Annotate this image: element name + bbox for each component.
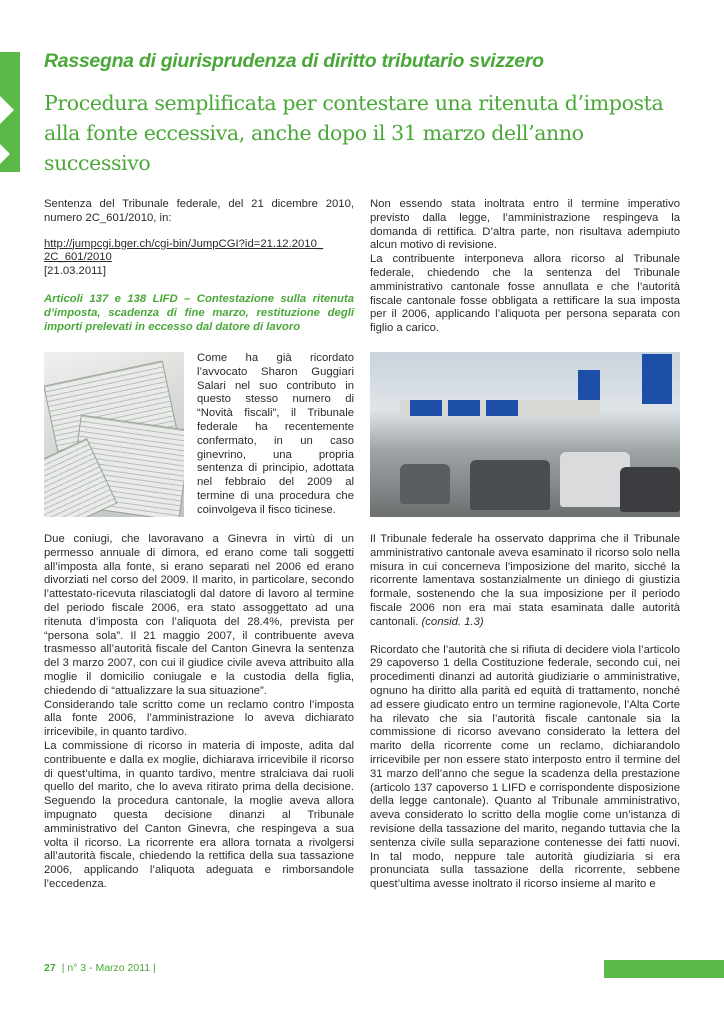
intro-wrap-paragraph: Come ha già ricordato l’avvocato Sharon Guggiari Salari nel suo contributo in questo stesso numero di “Novità fiscali”, il Tribunale federale ha recentemente confermato, in un caso ginevrino, una propria sentenza di principio, adottata nel febbraio del 2009 al termine di una procedura che coinvolgeva il fisco ticinese. bbox=[197, 352, 354, 516]
consid-reference: (consid. 1.3) bbox=[421, 615, 484, 628]
title-line-2: alla fonte eccessiva, anche dopo il 31 marzo dell’anno successivo bbox=[44, 121, 584, 175]
right-column-body bbox=[370, 533, 680, 892]
tax-forms-photo bbox=[44, 352, 184, 517]
page-number: 27 bbox=[44, 962, 56, 974]
right-paragraph-2: La contribuente interponeva allora ricorso al Tribunale federale, chiedendo che la sentenza del Tribunale amministrativo cantonale fosse annullata e che l’autorità fiscale cantonale fosse obbligata a rettificare la sua imposta per il 2006, applicando l’aliquota per persona separata con figlio a carico. bbox=[370, 253, 680, 335]
right-paragraph-4: Ricordato che l’autorità che si rifiuta di decidere viola l’articolo 29 capoverso 1 della Costituzione federale, secondo cui, nei procedimenti dinanzi ad autorità giudiziarie o amministrative, ognuno ha diritto alla parità ed equità di trattamento, nonché ad essere giudicato entro un termine ragionevole, l’Alta Corte ha rilevato che sia l’autorità fiscale cantonale sia la commissione di ricorso avevano considerato la lettera del marito della ricorrente come un reclamo, dichiarandolo irricevibile per non essere stato interposto entro il termine del 31 marzo dell’anno che segue la scadenza della prestazione (articolo 137 capoverso 1 LIFD e corrispondente disposizione della legge cantonale). Quanto al Tribunale amministrativo, aveva considerato lo scritto della moglie come un’istanza di revisione della tassazione del marito, negando tuttavia che la sentenza civile sulla separazione contenesse dei fatti nuovi. In tal modo, neppure tale autorità giudiziaria si era pronunciata sulla tassazione della ricorrente, sebbene quest’ultima avesse inoltrato il ricorso insieme al marito e bbox=[370, 643, 680, 891]
section-kicker: Rassegna di giurisprudenza di diritto tributario svizzero bbox=[44, 50, 544, 72]
highway-toll-photo bbox=[370, 352, 680, 517]
edge-tab-marker bbox=[0, 52, 20, 172]
page-footer bbox=[44, 962, 156, 974]
access-date: [21.03.2011] bbox=[44, 265, 106, 278]
article-subhead: Articoli 137 e 138 LIFD – Contestazione sulla ritenuta d’imposta, scadenza di fine marzo, restituzione degli importi prelevati in eccesso dal datore di lavoro bbox=[44, 292, 354, 333]
article-title bbox=[44, 88, 694, 178]
left-column-top bbox=[44, 198, 354, 334]
left-paragraph-3: La commissione di ricorso in materia di imposte, adita dal contribuente e dalla ex moglie, dichiarava irricevibile il ricorso di quest’ultima, in quanto tardivo, mentre stralciava dai ruoli quello del marito, che lo aveva ritirato prima della decisione. Seguendo la procedura cantonale, la moglie aveva allora impugnato questa decisione dinanzi al Tribunale amministrativo del Canton Ginevra, che respingeva a sua volta il ricorso. La ricorrente era allora tornata a rivolgersi all’autorità fiscale, chiedendo la rettifica della sua tassazione 2006, applicando l’aliquota adeguata e rimborsandole l’eccedenza. bbox=[44, 739, 354, 890]
footer-green-bar bbox=[604, 960, 724, 978]
title-line-1: Procedura semplificata per contestare una ritenuta d’imposta bbox=[44, 91, 664, 115]
right-paragraph-1: Non essendo stata inoltrata entro il termine imperativo previsto dalla legge, l’amministrazione respingeva la domanda di rettifica. D’altra parte, non risultava adempiuto alcun motivo di revisione. bbox=[370, 198, 680, 252]
issue-label: | n° 3 - Marzo 2011 | bbox=[61, 962, 156, 974]
right-column-top bbox=[370, 198, 680, 336]
left-column-body bbox=[44, 533, 354, 892]
sentence-reference: Sentenza del Tribunale federale, del 21 dicembre 2010, numero 2C_601/2010, in: bbox=[44, 198, 354, 224]
sentence-link-block bbox=[44, 238, 354, 279]
sentence-link[interactable]: http://jumpcgi.bger.ch/cgi-bin/JumpCGI?id=21.12.2010_ 2C_601/2010 bbox=[44, 237, 324, 264]
right-paragraph-3: Il Tribunale federale ha osservato dapprima che il Tribunale amministrativo cantonale aveva esaminato il ricorso solo nella misura in cui concerneva l’imposizione del marito, sicché la ricorrente lamentava sostanzialmente un diniego di giustizia formale, sostenendo che la sua imposizione per il periodo fiscale 2006 non era mai stata esaminata dalle autorità cantonali. (consid. 1.3) bbox=[370, 533, 680, 628]
left-paragraph-1: Due coniugi, che lavoravano a Ginevra in virtù di un permesso annuale di dimora, ed erano come tali soggetti all’imposta alla fonte, si erano separati nel 2006 ed erano divorziati nel corso del 2009. Il marito, in particolare, secondo l’attestato-ricevuta rilasciatogli dal datore di lavoro al termine del periodo fiscale 2006, era stato assoggettato ad una ritenuta d’imposta con l’aliquota del 28.4%, prevista per “persona sola”. Il 21 maggio 2007, il contribuente aveva trasmesso all’autorità fiscale del Canton Ginevra la sentenza del 3 marzo 2007, con cui il giudice civile aveva attribuito alla moglie il domicilio coniugale e la custodia della figlia, chiedendo di “attualizzare la sua situazione”. bbox=[44, 533, 354, 697]
left-paragraph-2: Considerando tale scritto come un reclamo contro l’imposta alla fonte 2006, l’amministrazione lo aveva dichiarato irricevibile, in quanto tardivo. bbox=[44, 698, 354, 739]
